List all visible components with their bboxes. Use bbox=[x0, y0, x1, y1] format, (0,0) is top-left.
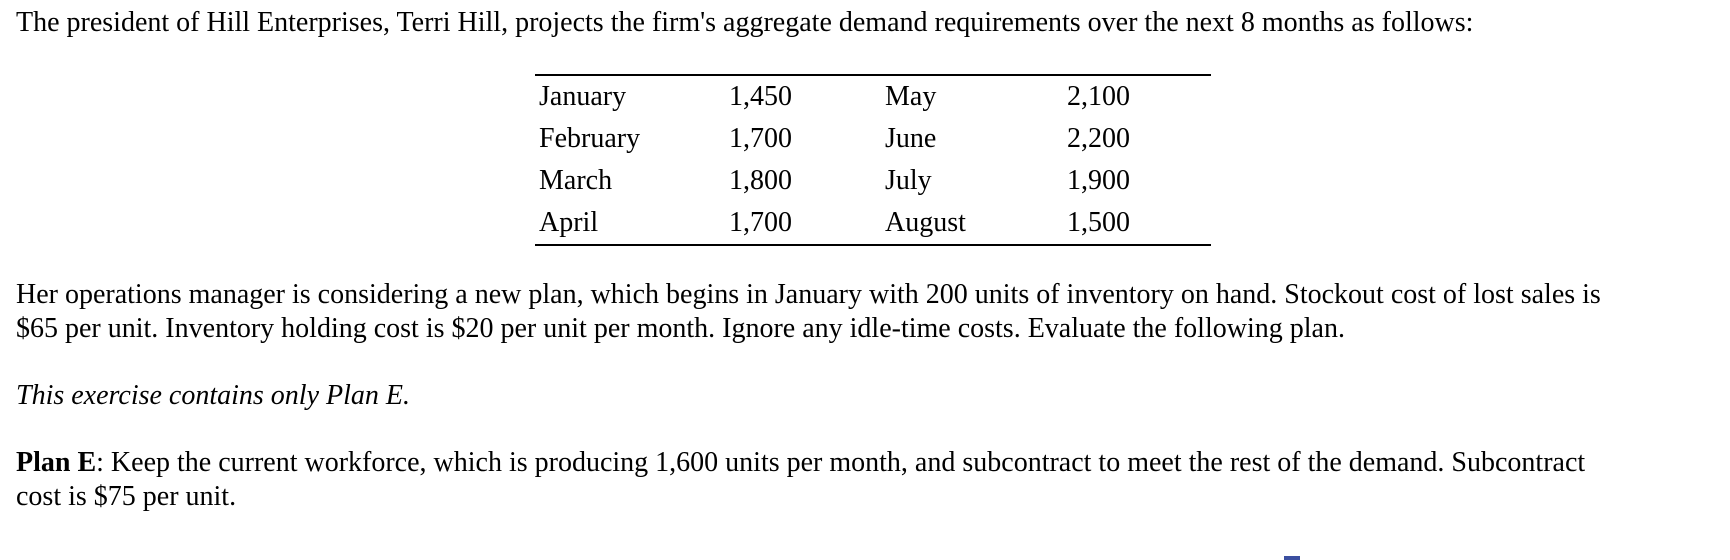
demand-cell: 1,900 bbox=[1067, 165, 1130, 196]
month-cell: January bbox=[539, 81, 627, 112]
table-row bbox=[535, 202, 1211, 245]
demand-table bbox=[535, 74, 1211, 246]
month-cell: March bbox=[539, 165, 613, 196]
month-cell: July bbox=[885, 165, 932, 196]
table-row bbox=[535, 118, 1211, 160]
month-cell: May bbox=[885, 81, 937, 112]
demand-cell: 2,200 bbox=[1067, 123, 1130, 154]
demand-cell: 1,700 bbox=[729, 123, 792, 154]
plan-line-1 bbox=[16, 446, 1585, 480]
demand-cell: 1,450 bbox=[729, 81, 792, 112]
month-cell: June bbox=[885, 123, 937, 154]
intro-text: The president of Hill Enterprises, Terri Hill, projects the firm's aggregate demand requirements over the next 8 months as follows: bbox=[16, 7, 1474, 38]
text-cursor-mark bbox=[1284, 556, 1300, 560]
month-cell: August bbox=[885, 207, 966, 238]
plan-line-1-text: : Keep the current workforce, which is producing 1,600 units per month, and subcontract to meet the rest of the demand. Subcontract bbox=[96, 447, 1586, 478]
demand-cell: 1,500 bbox=[1067, 207, 1130, 238]
table-row bbox=[535, 160, 1211, 202]
month-cell: April bbox=[539, 207, 599, 238]
table-row bbox=[535, 75, 1211, 118]
operations-line-2: $65 per unit. Inventory holding cost is $20 per unit per month. Ignore any idle-time costs. Evaluate the following plan. bbox=[16, 313, 1345, 344]
operations-paragraph bbox=[16, 278, 1601, 346]
plan-label: Plan E bbox=[16, 447, 97, 478]
demand-cell: 1,700 bbox=[729, 207, 792, 238]
month-cell: February bbox=[539, 123, 641, 154]
demand-cell: 2,100 bbox=[1067, 81, 1130, 112]
exercise-note: This exercise contains only Plan E. bbox=[16, 380, 410, 411]
demand-cell: 1,800 bbox=[729, 165, 792, 196]
plan-paragraph bbox=[16, 446, 1585, 514]
plan-line-2: cost is $75 per unit. bbox=[16, 481, 237, 512]
operations-line-1: Her operations manager is considering a new plan, which begins in January with 200 units of inventory on hand. Stockout cost of lost sales is bbox=[16, 279, 1601, 310]
